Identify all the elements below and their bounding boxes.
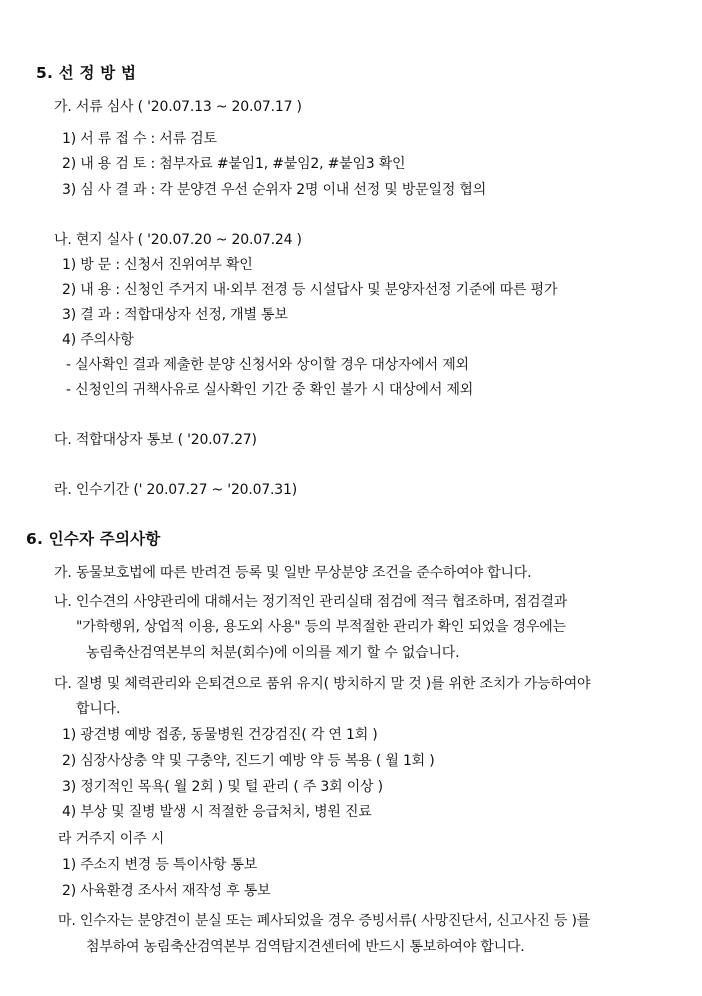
- section-5-na-item-3: 3) 결 과 : 적합대상자 선정, 개별 통보: [62, 307, 288, 323]
- section-6-ma-line-2: 첨부하여 농림축산검역본부 검역탐지견센터에 반드시 통보하여야 합니다.: [86, 939, 525, 955]
- section-5-ga-item-2: 2) 내 용 검 토 : 첨부자료 #붙임1, #붙임2, #붙임3 확인: [62, 156, 406, 172]
- section-5-title: 5. 선 정 방 법: [36, 64, 137, 82]
- section-5-na-heading: 나. 현지 실사 ( '20.07.20 ~ 20.07.24 ): [54, 232, 302, 248]
- section-6-da-item-3: 3) 정기적인 목욕( 월 2회 ) 및 털 관리 ( 주 3회 이상 ): [62, 779, 383, 795]
- section-6-da-line-2: 합니다.: [76, 701, 121, 717]
- section-6-ga: 가. 동물보호법에 따른 반려견 등록 및 일반 무상분양 조건을 준수하여야 합니다.: [54, 565, 532, 581]
- section-5-da: 다. 적합대상자 통보 ( '20.07.27): [54, 432, 257, 448]
- section-5-ra: 라. 인수기간 (' 20.07.27 ~ '20.07.31): [54, 482, 297, 498]
- section-6-na-line-2: "가학행위, 상업적 이용, 용도외 사용" 등의 부적절한 관리가 확인 되었을 경우에는: [76, 619, 566, 635]
- section-5-na-note-1: - 실사확인 결과 제출한 분양 신청서와 상이할 경우 대상자에서 제외: [66, 357, 469, 373]
- section-6-da-item-4: 4) 부상 및 질병 발생 시 적절한 응급처치, 병원 진료: [62, 804, 372, 820]
- section-6-ra-item-1: 1) 주소지 변경 등 특이사항 통보: [62, 857, 258, 873]
- section-6-da-item-2: 2) 심장사상충 약 및 구충약, 진드기 예방 약 등 복용 ( 월 1회 ): [62, 753, 435, 769]
- section-5-na-item-1: 1) 방 문 : 신청서 진위여부 확인: [62, 257, 253, 273]
- section-6-na-line-3: 농림축산검역본부의 처분(회수)에 이의를 제기 할 수 없습니다.: [86, 645, 460, 661]
- section-5-ga-item-1: 1) 서 류 접 수 : 서류 검토: [62, 131, 217, 147]
- section-5-na-item-4: 4) 주의사항: [62, 332, 134, 348]
- section-5-na-note-2: - 신청인의 귀책사유로 실사확인 기간 중 확인 불가 시 대상에서 제외: [66, 382, 474, 398]
- section-6-ra: 라 거주지 이주 시: [58, 831, 165, 847]
- section-6-title: 6. 인수자 주의사항: [26, 530, 161, 548]
- section-6-da-line-1: 다. 질병 및 체력관리와 은퇴견으로 품위 유지( 방치하지 말 것 )를 위한 조치가 가능하여야: [54, 676, 591, 692]
- section-5-ga-heading: 가. 서류 심사 ( '20.07.13 ~ 20.07.17 ): [54, 99, 302, 115]
- section-6-da-item-1: 1) 광견병 예방 접종, 동물병원 건강검진( 각 연 1회 ): [62, 727, 378, 743]
- section-5-ga-item-3: 3) 심 사 결 과 : 각 분양견 우선 순위자 2명 이내 선정 및 방문일정 협의: [62, 182, 487, 198]
- section-6-ma-line-1: 마. 인수자는 분양견이 분실 또는 폐사되었을 경우 증빙서류( 사망진단서, 신고사진 등 )를: [58, 913, 591, 929]
- section-5-na-item-2: 2) 내 용 : 신청인 주거지 내·외부 전경 등 시설답사 및 분양자선정 기준에 따른 평가: [62, 282, 558, 298]
- section-6-ra-item-2: 2) 사육환경 조사서 재작성 후 통보: [62, 883, 271, 899]
- section-6-na-line-1: 나. 인수견의 사양관리에 대해서는 정기적인 관리실태 점검에 적극 협조하며, 점검결과: [54, 594, 568, 610]
